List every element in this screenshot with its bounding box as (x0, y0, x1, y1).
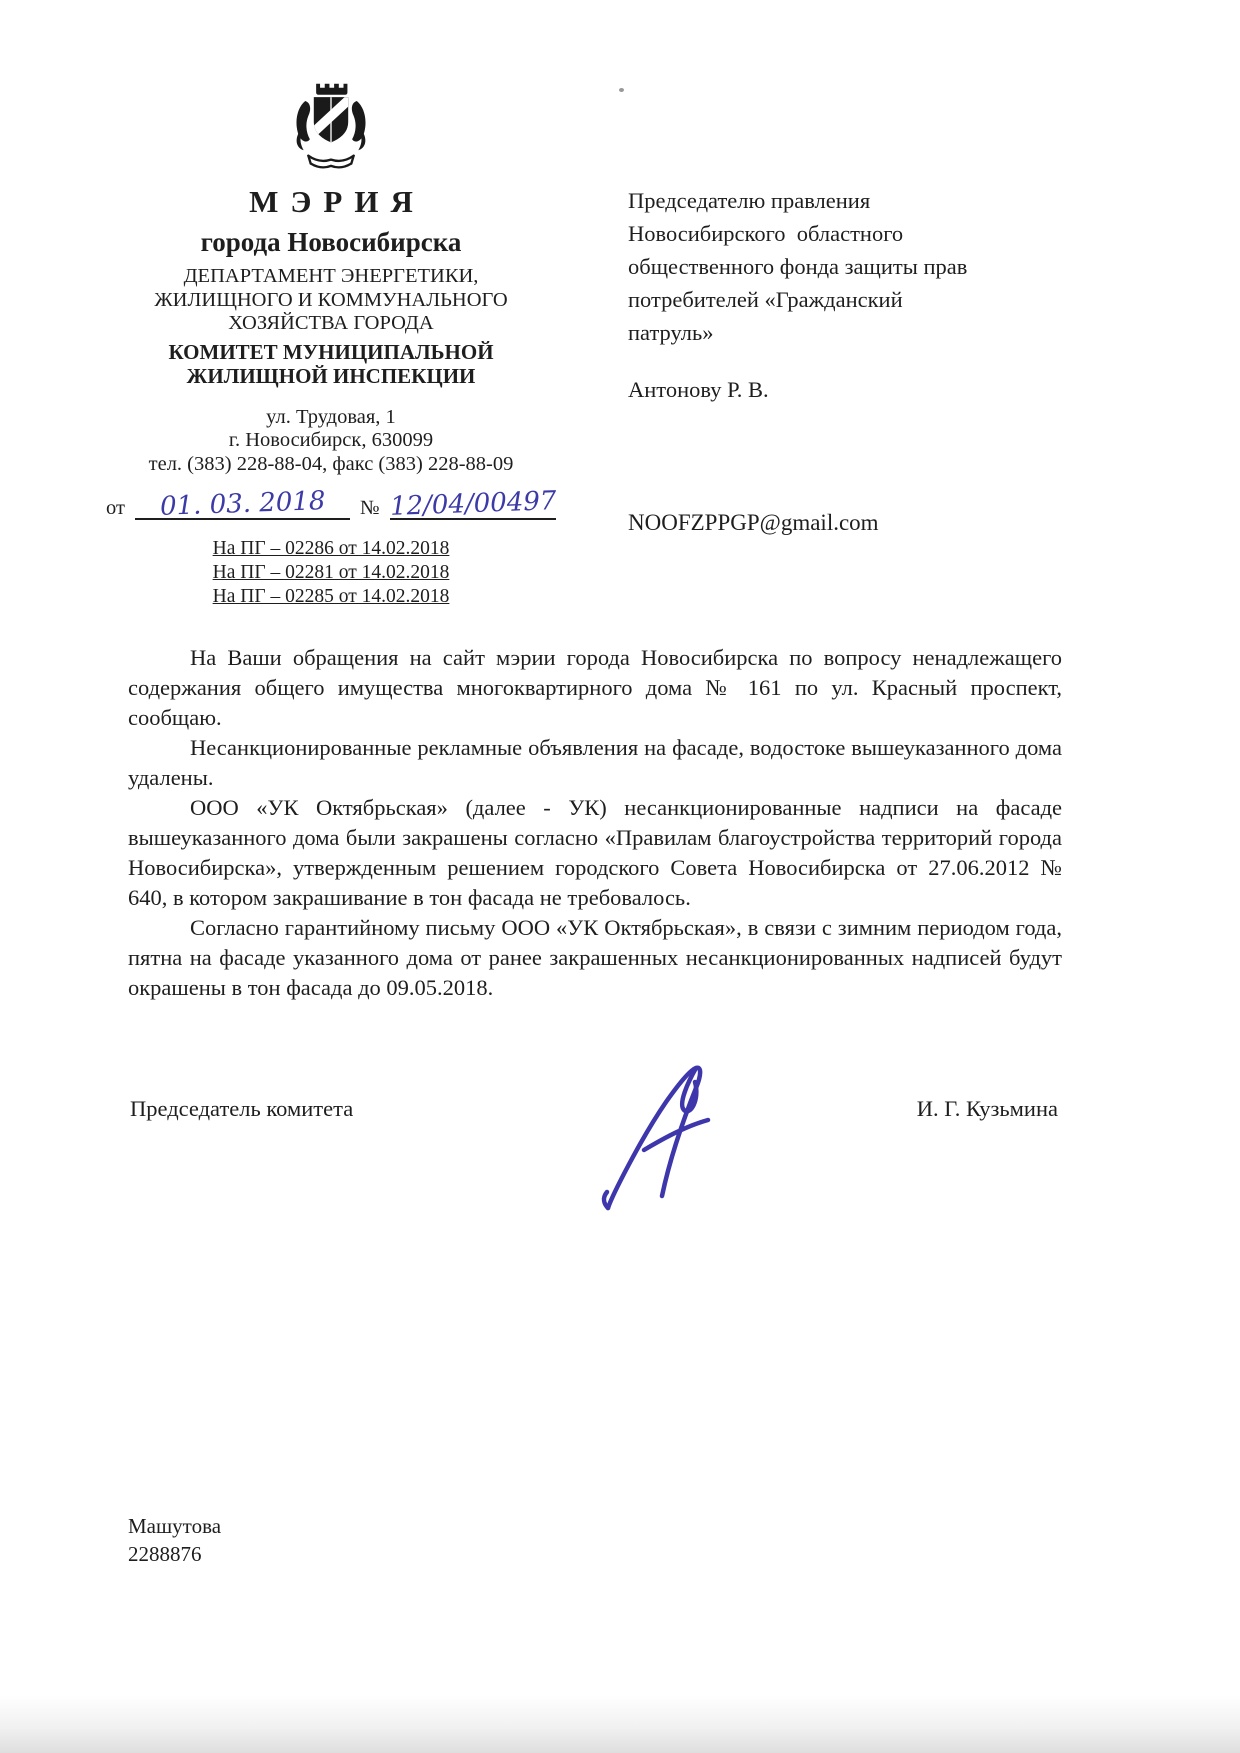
letterhead (96, 78, 566, 609)
org-department-line: ХОЗЯЙСТВА ГОРОДА (228, 312, 434, 334)
handwritten-date: 01. 03. 2018 (159, 486, 326, 522)
org-committee-line: КОМИТЕТ МУНИЦИПАЛЬНОЙ (168, 339, 494, 364)
addressee-line: Председателю правления (628, 188, 871, 213)
letter-body (128, 643, 1062, 1003)
signatory-title: Председатель комитета (130, 1096, 354, 1121)
addressee-line: потребителей «Гражданский (628, 287, 903, 312)
org-committee-line: ЖИЛИЩНОЙ ИНСПЕКЦИИ (186, 364, 476, 388)
scan-speck-artifact (619, 88, 624, 92)
date-label: от (106, 497, 125, 519)
org-address-line: г. Новосибирск, 630099 (228, 429, 434, 451)
addressee-line: Новосибирского областного (628, 221, 904, 246)
novosibirsk-coat-of-arms-icon (288, 78, 374, 174)
addressee-line: общественного фонда защиты прав (628, 254, 968, 279)
addressee-email: NOOFZPPGP@gmail.com (628, 510, 879, 535)
body-paragraph: На Ваши обращения на сайт мэрии города Новосибирска по вопросу ненадлежащего содержания общего имущества многоквартирного дома № 161 по ул. Красный проспект, сообщаю. (128, 645, 1062, 730)
executor-name: Машутова (128, 1514, 222, 1538)
reference-line: На ПГ – 02286 от 14.02.2018 (212, 538, 450, 559)
signature-row (130, 1096, 1058, 1122)
org-department-line: ДЕПАРТАМЕНТ ЭНЕРГЕТИКИ, (183, 265, 479, 287)
executor-phone: 2288876 (128, 1542, 202, 1566)
reference-line: На ПГ – 02285 от 14.02.2018 (212, 586, 450, 607)
addressee-line: патруль» (628, 320, 714, 345)
addressee-name: Антонову Р. В. (628, 377, 769, 402)
org-address-line: ул. Трудовая, 1 (266, 405, 396, 428)
body-paragraph: Согласно гарантийному письму ООО «УК Октябрьская», в связи с зимним периодом года, пятна на фасаде указанного дома от ранее закрашенных несанкционированных надписей будут окрашены в тон фасада до 09.05.2018. (128, 915, 1062, 1000)
org-committee (96, 340, 566, 389)
date-number-row (96, 488, 566, 520)
org-address-line: тел. (383) 228-88-04, факс (383) 228-88-09 (148, 452, 514, 475)
body-paragraph: Несанкционированные рекламные объявления на фасаде, водостоке вышеуказанного дома удалены. (128, 735, 1062, 790)
org-department (96, 265, 566, 336)
signatory-name: И. Г. Кузьмина (916, 1096, 1058, 1121)
addressee-block (628, 184, 1088, 539)
org-title: МЭРИЯ (249, 184, 425, 219)
scan-edge-artifact (0, 1695, 1240, 1753)
org-subtitle: города Новосибирска (200, 227, 462, 257)
executor-block (128, 1512, 221, 1568)
date-field (135, 488, 350, 520)
reference-line: На ПГ – 02281 от 14.02.2018 (212, 562, 450, 583)
reference-list (213, 537, 450, 609)
handwritten-number: 12/04/00497 (389, 486, 557, 522)
handwritten-signature (578, 1058, 738, 1218)
org-address (96, 406, 566, 477)
body-paragraph: ООО «УК Октябрьская» (далее - УК) несанкционированные надписи на фасаде вышеуказанного дома были закрашены согласно «Правилам благоустройства территорий города Новосибирска», утвержденным решением городского Совета Новосибирска от 27.06.2012 № 640, в котором закрашивание в тон фасада не требовалось. (128, 795, 1062, 910)
org-department-line: ЖИЛИЩНОГО И КОММУНАЛЬНОГО (154, 288, 508, 311)
number-field (390, 488, 556, 520)
number-label: № (359, 497, 380, 519)
